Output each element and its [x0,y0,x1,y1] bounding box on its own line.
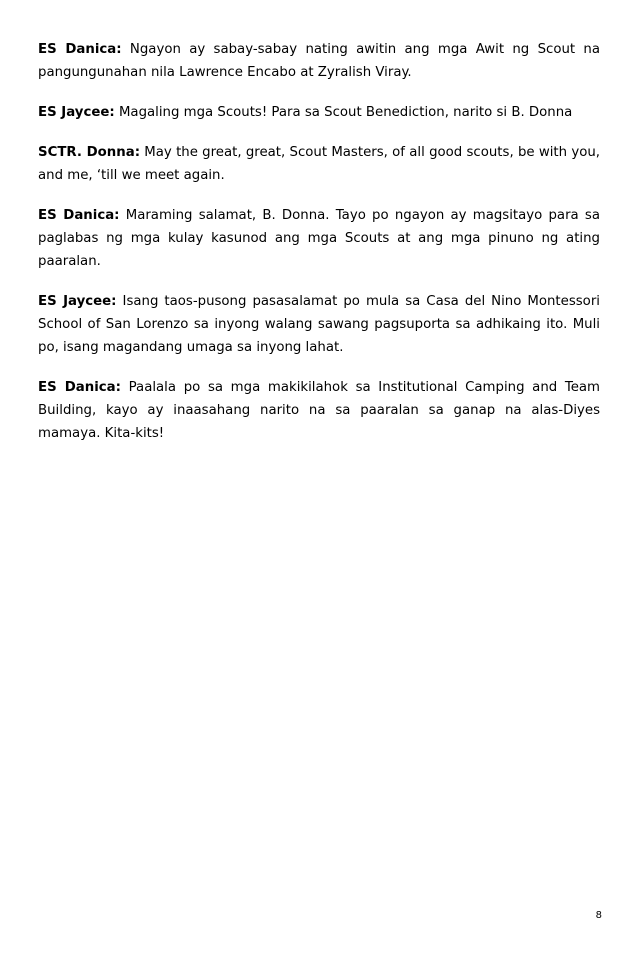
speaker-label: ES Danica: [38,380,121,395]
page-number: 8 [595,910,602,921]
speaker-label: ES Danica: [38,208,120,223]
dialogue-text: Isang taos-pusong pasasalamat po mula sa Casa del Nino Montessori School of San Lorenzo sa inyong walang sawang pagsuporta sa adhikaing ito. Muli po, isang magandang umaga sa inyong lahat. [38,294,600,355]
dialogue-paragraph [38,204,600,273]
dialogue-text: Maraming salamat, B. Donna. Tayo po ngayon ay magsitayo para sa paglabas ng mga kulay kasunod ang mga Scouts at ang mga pinuno ng ating paaralan. [38,208,600,269]
script-body [38,38,600,462]
speaker-label: SCTR. Donna: [38,145,141,160]
dialogue-paragraph [38,290,600,359]
speaker-label: ES Danica: [38,42,122,57]
dialogue-text: Paalala po sa mga makikilahok sa Institutional Camping and Team Building, kayo ay inaasahang narito na sa paaralan sa ganap na alas-Diyes mamaya. Kita-kits! [38,380,601,441]
dialogue-text: Ngayon ay sabay-sabay nating awitin ang mga Awit ng Scout na pangungunahan nila Lawrence Encabo at Zyralish Viray. [38,42,600,80]
dialogue-paragraph [38,376,600,445]
speaker-label: ES Jaycee: [38,105,115,120]
dialogue-paragraph [38,38,600,84]
dialogue-paragraph [38,141,600,187]
dialogue-paragraph [38,101,600,124]
dialogue-text: Magaling mga Scouts! Para sa Scout Benediction, narito si B. Donna [114,105,573,120]
speaker-label: ES Jaycee: [38,294,117,309]
dialogue-text: May the great, great, Scout Masters, of all good scouts, be with you, and me, ‘till we meet again. [38,145,600,183]
